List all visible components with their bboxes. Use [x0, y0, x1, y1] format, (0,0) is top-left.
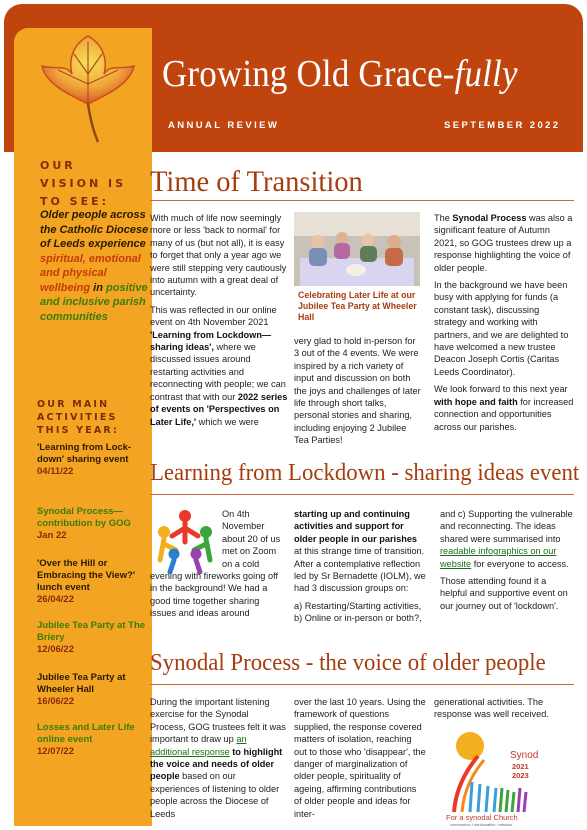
vision-heading-line-3: TO SEE: — [40, 195, 110, 208]
activity-item: Jubilee Tea Party at Wheeler Hall 16/06/22 — [37, 672, 126, 707]
synodal-column-1: During the important listening exercise for the Synodal Process, GOG trustees felt it was important to draw up an additional response to highlight the voice and needs of older people based on our experiences of listening to older people across the Diocese of Leeds — [150, 697, 286, 819]
additional-response-link[interactable]: an additional response — [150, 734, 247, 757]
lockdown-column-2: starting up and continuing activities and support for older people in our parishes at this strange time of transition. After a contemplative reflection led by Sr Bernadette (IOLM), we had 3 discussion groups on: a) Restarting/Starting activities, b) Online or in-person or both?, — [294, 509, 426, 624]
transition-column-3: The Synodal Process was also a significant feature of Autumn 2021, so GOG trustees drew up a response highlighting the voice of older people. In the background we have been busy with applying for funds (a constant task), discussing strategy and working with partners, and we are delighted to have welcomed a new trustee Deacon Joseph Cortis (Caritas Leeds Coordinator). We look forward to this next year with hope and faith for increased connection and opportunities across our parishes. — [434, 213, 574, 432]
vision-statement: Older people across the Catholic Diocese of Leeds experience spiritual, emotional and physical wellbeing in positive and inclusive parish communities — [40, 209, 149, 323]
vision-heading-line-2: VISION IS — [40, 177, 127, 190]
photo-caption: Celebrating Later Life at our Jubilee Tea Party at Wheeler Hall — [298, 290, 417, 322]
activity-item: Losses and Later Life online event 12/07/22 — [37, 722, 135, 757]
synod-logo-word: Synod — [510, 750, 539, 761]
activity-item: 'Learning from Lock-down' sharing event 04/11/22 — [37, 442, 132, 477]
annual-review-label: ANNUAL REVIEW — [168, 120, 280, 131]
autumn-leaf-logo — [38, 34, 138, 144]
section-rule — [150, 200, 574, 201]
activity-item: Jubilee Tea Party at The Briery 12/06/22 — [37, 620, 146, 655]
synod-logo-year-start: 2021 — [512, 762, 529, 771]
transition-column-1: With much of life now seemingly more or less 'back to normal' for many of us (but not all), it is easy to forget that only a year ago we were still stepping very cautiously into autumn with a great deal of uncertainty. This was reflected in our online event on 4th November 2021 'Learning from Lockdown—sharing ideas', where we discussed issues around restarting activities and reconnecting with people; we can contrast that with our 2022 series of events on 'Perspectives on Later Life,' which we were — [150, 213, 288, 427]
section-rule — [150, 684, 574, 685]
transition-column-2: very glad to hold in-person for 3 out of the 4 events. We were inspired by a rich variety of input and discussion on both the joys and challenges of later life through short talks, personal stories and sharing, including enjoying 2 Jubilee Tea Parties! — [294, 336, 421, 446]
synodal-column-3: generational activities. The response was well received. — [434, 697, 549, 720]
section-heading-lockdown: Learning from Lockdown - sharing ideas event — [150, 460, 580, 486]
section-heading-synodal: Synodal Process - the voice of older people — [150, 650, 546, 676]
lockdown-column-1: On 4th November about 20 of us met on Zoom on a cold evening with fireworks going off in the background! We had a good time together sharing issues and ideas around — [150, 509, 281, 619]
tea-party-photo — [294, 212, 420, 286]
synodal-column-2: over the last 10 years. Using the framework of questions supplied, the response covered matters of isolation, reaching out to those who 'disappear', the danger of marginalization of older people, spirituality of ageing, affirming contributions of older people and ideas for inter- — [294, 697, 426, 819]
synod-logo-subtitle: communion | participation | mission — [450, 822, 513, 826]
synod-logo-year-end: 2023 — [512, 771, 529, 780]
infographics-link[interactable]: readable infographics on our website — [440, 546, 557, 569]
activity-item: Synodal Process—contribution by GOG Jan 22 — [37, 506, 131, 541]
activity-item: 'Over the Hill or Embracing the View?' lunch event 26/04/22 — [37, 558, 136, 605]
synod-logo-tagline: For a synodal Church — [446, 813, 518, 822]
synod-logo — [434, 726, 554, 826]
issue-date: SEPTEMBER 2022 — [444, 120, 561, 131]
vision-heading-line-1: OUR — [40, 159, 76, 172]
lockdown-column-3: and c) Supporting the vulnerable and reconnecting. The ideas shared were summarised into readable infographics on our website for everyone to access. Those attending found it a helpful and supportive event on our journey out of 'lockdown'. — [440, 509, 573, 611]
section-heading-transition: Time of Transition — [150, 165, 363, 198]
activities-heading: OUR MAIN ACTIVITIES THIS YEAR: — [37, 399, 119, 436]
section-rule — [150, 494, 574, 495]
newsletter-title: Growing Old Grace-fully — [162, 53, 518, 95]
